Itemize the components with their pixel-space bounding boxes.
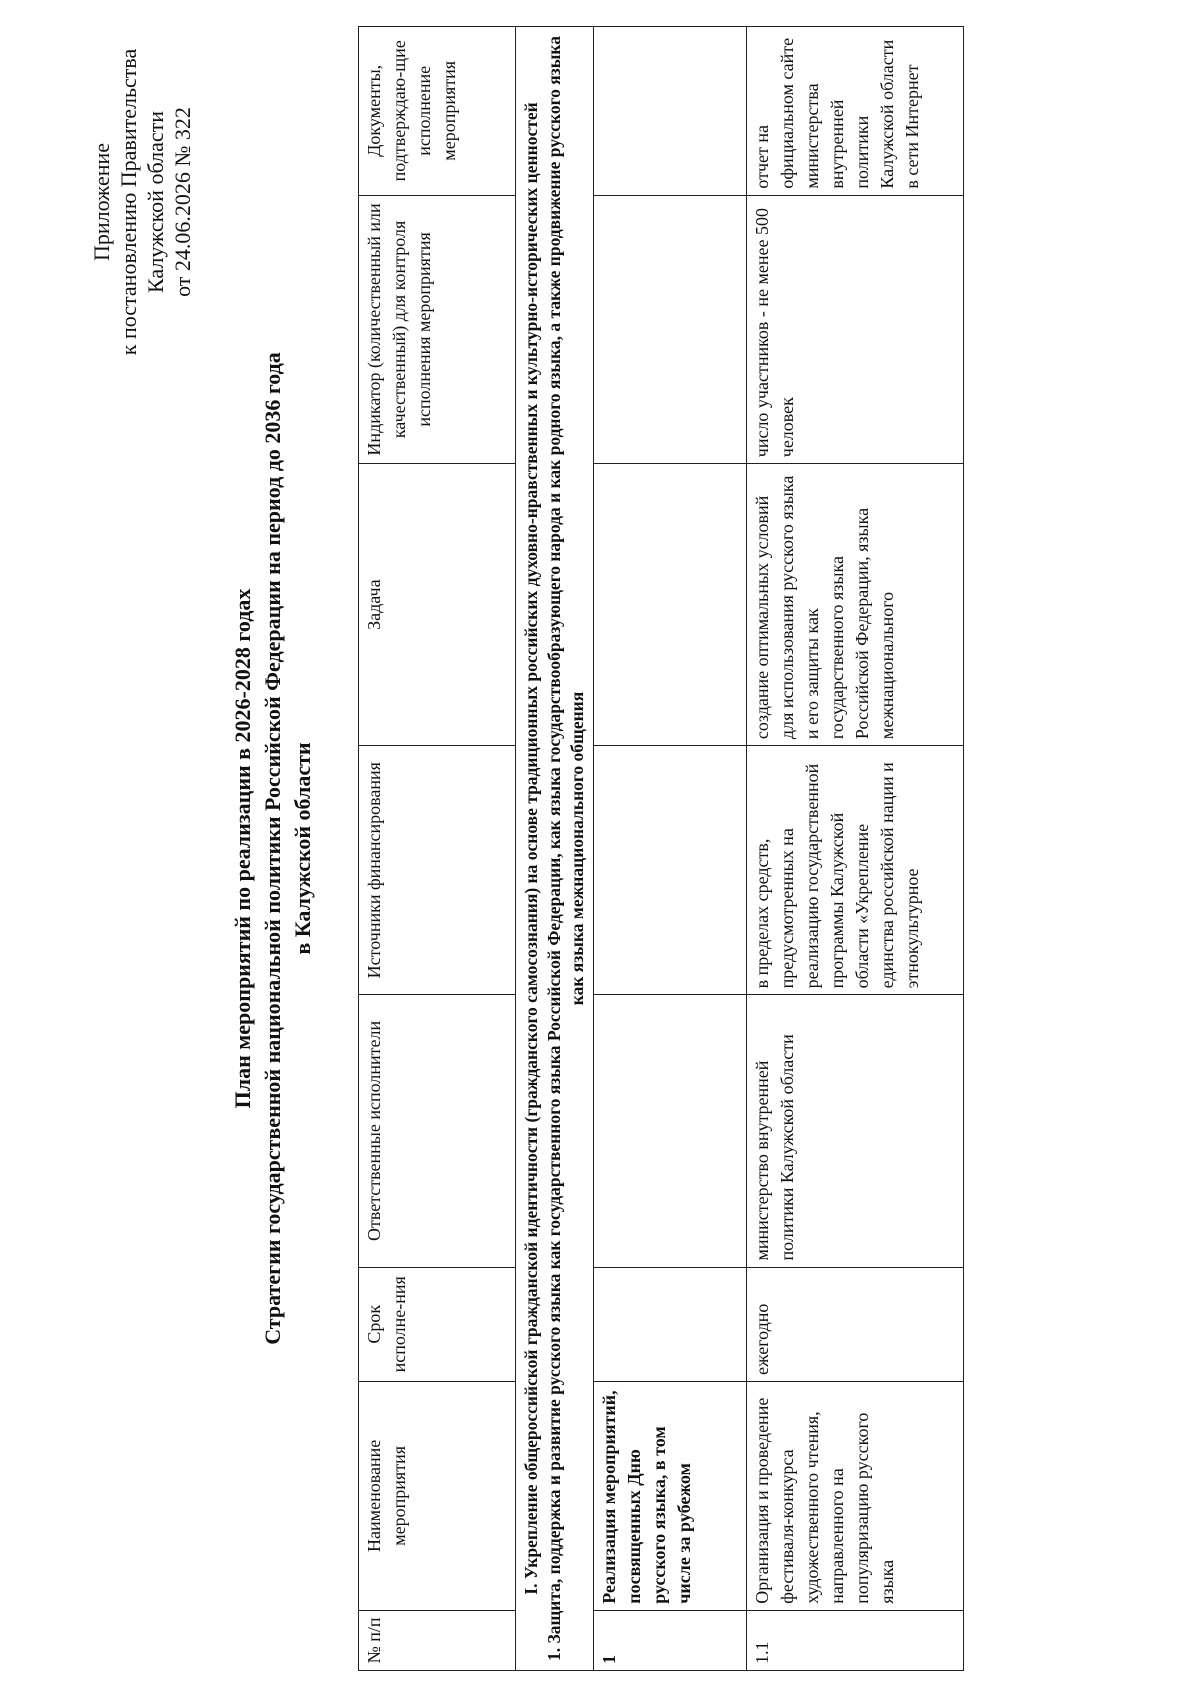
table-row — [747, 27, 964, 1671]
row-name: Организация и проведение фестиваля-конкурса художественного чтения, направленного на популяризацию русского языка — [747, 1381, 964, 1610]
plan-table — [358, 26, 964, 1671]
row-executor: министерство внутренней политики Калужской области — [747, 995, 964, 1267]
row-name: Реализация мероприятий, посвященных Дню русского языка, в том числе за рубежом — [594, 1381, 747, 1610]
section-heading-text: I. Укрепление общероссийской гражданской идентичности (гражданского самосознания) на основе традиционных российских духовно-нравственных и культурно-исторических ценностей — [521, 102, 541, 1595]
header-cell: Задача — [359, 464, 516, 746]
section-row — [516, 27, 594, 1671]
header-cell: Наименование мероприятия — [359, 1381, 516, 1610]
row-funding: в пределах средств, предусмотренных на реализацию государственной программы Калужской области «Укрепление единства российской нации и этнокультурное — [747, 746, 964, 995]
appendix-line: Приложение — [89, 142, 114, 262]
title-line: Стратегии государственной национальной политики Российской Федерации на период до 2036 года — [260, 352, 285, 1345]
row-executor — [594, 995, 747, 1267]
row-term: ежегодно — [747, 1267, 964, 1381]
header-cell: Индикатор (количественный или качественный) для контроля исполнения мероприятия — [359, 195, 516, 464]
title-line: План мероприятий по реализации в 2026-2028 годах — [230, 588, 255, 1109]
row-documents: отчет на официальном сайте министерства внутренней политики Калужской области в сети Интернет — [747, 27, 964, 196]
header-cell: Документы, подтверждаю-щие исполнение мероприятия — [359, 27, 516, 196]
appendix-line: Калужской области — [143, 111, 168, 293]
appendix-block — [88, 37, 196, 367]
header-cell: Срок исполне-ния — [359, 1267, 516, 1381]
row-task: создание оптимальных условий для использования русского языка и его защиты как государственного языка Российской Федерации, языка межнационального — [747, 464, 964, 746]
row-indicator — [594, 195, 747, 464]
table-row — [594, 27, 747, 1671]
subsection-heading-text: 1. Защита, поддержка и развитие русского языка как государственного языка Российской Федерации, как языка государствообразующего народа и как родного языка, а также продвижение русского языка как языка межнационального общения — [544, 36, 587, 1661]
appendix-line: от 24.06.2026 № 322 — [170, 107, 195, 297]
row-task — [594, 464, 747, 746]
appendix-line: к постановлению Правительства — [116, 48, 141, 356]
row-term — [594, 1267, 747, 1381]
row-number: 1.1 — [747, 1610, 964, 1670]
section-heading — [516, 27, 594, 1671]
header-cell: Источники финансирования — [359, 746, 516, 995]
row-number: 1 — [594, 1610, 747, 1670]
row-documents — [594, 27, 747, 196]
row-funding — [594, 746, 747, 995]
document-title — [228, 30, 318, 1667]
row-indicator: число участников - не менее 500 человек — [747, 195, 964, 464]
table-header-row — [359, 27, 516, 1671]
header-cell: Ответственные исполнители — [359, 995, 516, 1267]
title-line: в Калужской области — [290, 742, 315, 955]
header-cell: № п/п — [359, 1610, 516, 1670]
